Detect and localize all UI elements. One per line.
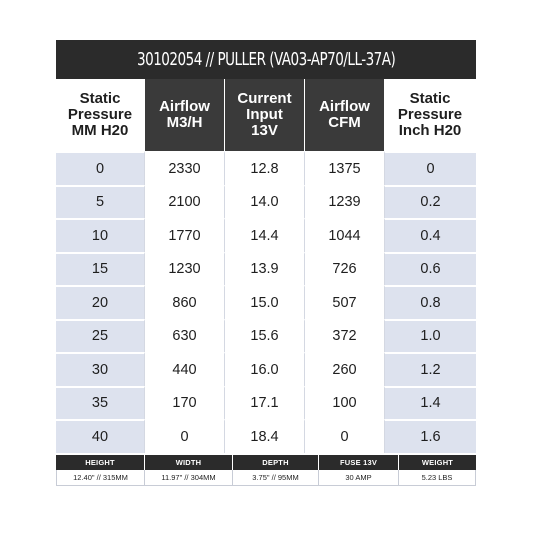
cell-current: 12.8 [224, 151, 304, 185]
cell-pressure-inch: 0.4 [384, 218, 476, 252]
cell-pressure-mm: 0 [56, 151, 144, 185]
dim-header-weight: WEIGHT [398, 455, 476, 470]
cell-current: 15.6 [224, 319, 304, 353]
cell-airflow-cfm: 726 [304, 252, 384, 286]
header-static-pressure-mm: Static Pressure MM H20 [56, 79, 144, 151]
cell-airflow-cfm: 260 [304, 352, 384, 386]
cell-pressure-mm: 10 [56, 218, 144, 252]
cell-pressure-mm: 5 [56, 185, 144, 219]
performance-header-row [56, 79, 476, 151]
table-row [56, 185, 476, 219]
dim-header-fuse: FUSE 13V [318, 455, 398, 470]
cell-airflow-m3h: 170 [144, 386, 224, 420]
cell-airflow-cfm: 372 [304, 319, 384, 353]
cell-current: 13.9 [224, 252, 304, 286]
spec-sheet [56, 40, 476, 486]
table-row [56, 218, 476, 252]
cell-pressure-mm: 20 [56, 285, 144, 319]
dim-value-width: 11.97" // 304MM [144, 470, 232, 486]
table-row [56, 352, 476, 386]
header-airflow-m3h: Airflow M3/H [144, 79, 224, 151]
cell-airflow-cfm: 0 [304, 419, 384, 453]
table-row [56, 386, 476, 420]
dimensions-table [56, 455, 476, 486]
header-current-input: Current Input 13V [224, 79, 304, 151]
cell-airflow-m3h: 1770 [144, 218, 224, 252]
dim-value-height: 12.40" // 315MM [56, 470, 144, 486]
table-row [56, 151, 476, 185]
cell-airflow-m3h: 1230 [144, 252, 224, 286]
cell-airflow-cfm: 100 [304, 386, 384, 420]
cell-pressure-mm: 40 [56, 419, 144, 453]
cell-current: 16.0 [224, 352, 304, 386]
table-row [56, 419, 476, 453]
header-static-pressure-inch: Static Pressure Inch H20 [384, 79, 476, 151]
cell-airflow-m3h: 860 [144, 285, 224, 319]
cell-airflow-m3h: 440 [144, 352, 224, 386]
dim-header-depth: DEPTH [232, 455, 318, 470]
table-row [56, 252, 476, 286]
cell-airflow-m3h: 0 [144, 419, 224, 453]
cell-current: 17.1 [224, 386, 304, 420]
cell-current: 18.4 [224, 419, 304, 453]
table-row [56, 285, 476, 319]
dim-value-fuse: 30 AMP [318, 470, 398, 486]
cell-pressure-mm: 30 [56, 352, 144, 386]
cell-pressure-mm: 25 [56, 319, 144, 353]
cell-pressure-mm: 35 [56, 386, 144, 420]
cell-airflow-cfm: 507 [304, 285, 384, 319]
dimensions-value-row [56, 470, 476, 486]
performance-table [56, 79, 476, 453]
cell-pressure-inch: 1.0 [384, 319, 476, 353]
dim-value-depth: 3.75" // 95MM [232, 470, 318, 486]
cell-pressure-inch: 1.2 [384, 352, 476, 386]
spec-title: 30102054 // PULLER (VA03-AP70/LL-37A) [56, 40, 476, 79]
cell-current: 15.0 [224, 285, 304, 319]
table-row [56, 319, 476, 353]
cell-airflow-m3h: 630 [144, 319, 224, 353]
cell-pressure-inch: 0.8 [384, 285, 476, 319]
cell-airflow-cfm: 1239 [304, 185, 384, 219]
cell-airflow-m3h: 2100 [144, 185, 224, 219]
cell-airflow-cfm: 1044 [304, 218, 384, 252]
cell-pressure-inch: 0.2 [384, 185, 476, 219]
dim-header-height: HEIGHT [56, 455, 144, 470]
cell-pressure-inch: 0.6 [384, 252, 476, 286]
cell-current: 14.0 [224, 185, 304, 219]
dimensions-header-row [56, 455, 476, 470]
header-airflow-cfm: Airflow CFM [304, 79, 384, 151]
cell-pressure-inch: 1.6 [384, 419, 476, 453]
cell-airflow-cfm: 1375 [304, 151, 384, 185]
cell-pressure-mm: 15 [56, 252, 144, 286]
cell-pressure-inch: 1.4 [384, 386, 476, 420]
cell-pressure-inch: 0 [384, 151, 476, 185]
cell-current: 14.4 [224, 218, 304, 252]
cell-airflow-m3h: 2330 [144, 151, 224, 185]
dim-value-weight: 5.23 LBS [398, 470, 476, 486]
dim-header-width: WIDTH [144, 455, 232, 470]
